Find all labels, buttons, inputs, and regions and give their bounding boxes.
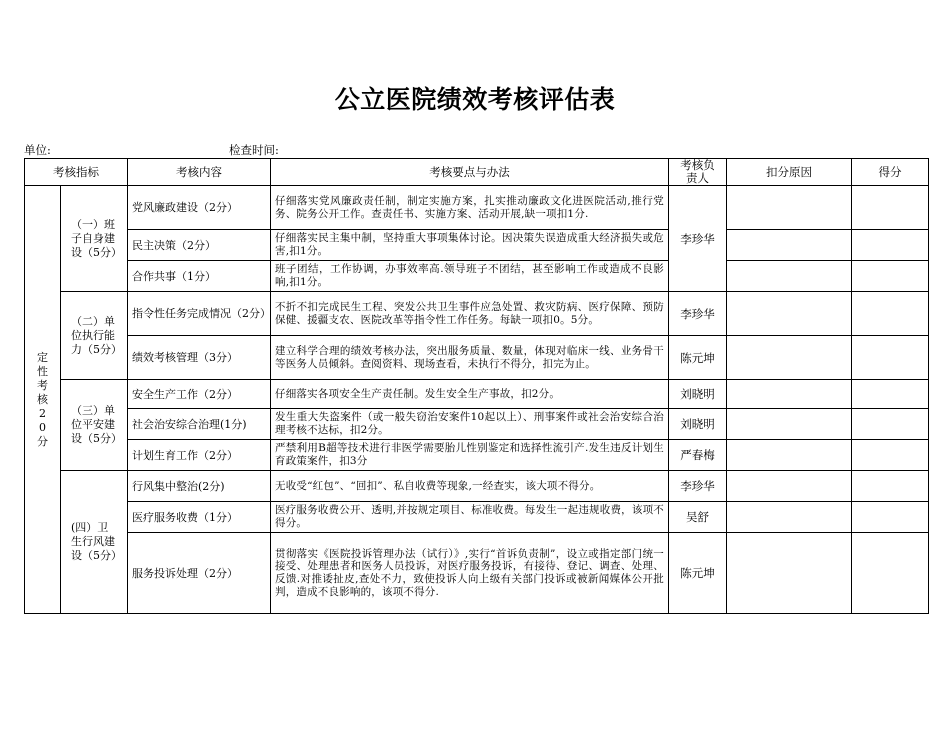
header-indicator: 考核指标 [25,159,128,186]
owner-cell: 陈元坤 [669,336,727,380]
table-row [25,471,929,502]
method-cell: 贯彻落实《医院投诉管理办法（试行）》,实行“首诉负责制”，设立或指定部门统一接受、处理患者和医务人员投诉，对医疗服务投诉，有接待、登记、调查、处理、反馈.对推诿扯皮,查处不力，致使投诉人向上级有关部门投诉或被新闻媒体公开批判，造成不良影响的，该项不得分. [271,533,669,614]
table-row [25,533,929,614]
content-cell: 社会治安综合治理(1分) [128,409,271,440]
owner-cell: 李珍华 [669,186,727,292]
table-row [25,336,929,380]
deduct-reason-cell[interactable] [727,186,852,230]
method-cell: 仔细落实党风廉政责任制，制定实施方案，扎实推动廉政文化进医院活动,推行党务、院务公开工作。查责任书、实施方案、活动开展,缺一项扣1分. [271,186,669,230]
header-row [25,159,929,186]
content-cell: 绩效考核管理（3分） [128,336,271,380]
deduct-reason-cell[interactable] [727,409,852,440]
category-cell [25,186,61,614]
score-cell[interactable] [852,380,929,409]
method-cell: 严禁利用B超等技术进行非医学需要胎儿性别鉴定和选择性流引产.发生违反计划生育政策案件，扣3分 [271,440,669,471]
content-cell: 服务投诉处理（2分） [128,533,271,614]
score-cell[interactable] [852,471,929,502]
deduct-reason-cell[interactable] [727,336,852,380]
group-cell [61,471,128,614]
deduct-reason-cell[interactable] [727,502,852,533]
group-cell [61,292,128,380]
score-cell[interactable] [852,502,929,533]
owner-cell: 李珍华 [669,471,727,502]
table-row [25,380,929,409]
method-cell: 发生重大失盗案件（或一般失窃治安案件10起以上）、刑事案件或社会治安综合治理考核不达标，扣2分。 [271,409,669,440]
group-cell [61,380,128,471]
table-row [25,186,929,230]
method-cell: 无收受“红包”、“回扣”、私自收费等现象,一经查实，该大项不得分。 [271,471,669,502]
method-cell: 班子团结，工作协调，办事效率高.领导班子不团结，甚至影响工作或造成不良影响,扣1分。 [271,261,669,292]
group-cell [61,186,128,292]
table-row [25,292,929,336]
content-cell: 指令性任务完成情况（2分） [128,292,271,336]
header-score: 得分 [852,159,929,186]
owner-cell: 吴舒 [669,502,727,533]
deduct-reason-cell[interactable] [727,261,852,292]
content-cell: 计划生育工作（2分） [128,440,271,471]
score-cell[interactable] [852,230,929,261]
table-row [25,261,929,292]
category-label: 定性考核20分 [37,350,48,448]
score-cell[interactable] [852,409,929,440]
content-cell: 党风廉政建设（2分） [128,186,271,230]
score-cell[interactable] [852,292,929,336]
header-content: 考核内容 [128,159,271,186]
deduct-reason-cell[interactable] [727,440,852,471]
header-owner: 考核负责人 [669,159,727,186]
owner-cell: 刘晓明 [669,409,727,440]
deduct-reason-cell[interactable] [727,533,852,614]
page-title: 公立医院绩效考核评估表 [334,85,616,114]
table-row [25,440,929,471]
content-cell: 合作共事（1分） [128,261,271,292]
deduct-reason-cell[interactable] [727,471,852,502]
owner-cell: 刘晓明 [669,380,727,409]
deduct-reason-cell[interactable] [727,380,852,409]
inspection-date-label: 检查时间: [229,143,279,157]
table-row [25,409,929,440]
owner-cell: 李珍华 [669,292,727,336]
group-label: （二）单位执行能力（5分） [71,314,122,356]
deduct-reason-cell[interactable] [727,230,852,261]
table-row [25,502,929,533]
header-method: 考核要点与办法 [271,159,669,186]
score-cell[interactable] [852,533,929,614]
content-cell: 安全生产工作（2分） [128,380,271,409]
evaluation-table [24,158,929,614]
method-cell: 不折不扣完成民生工程、突发公共卫生事件应急处置、救灾防病、医疗保障、预防保健、援疆支农、医院改革等指令性工作任务。每缺一项扣0。5分。 [271,292,669,336]
content-cell: 行风集中整治(2分) [128,471,271,502]
method-cell: 医疗服务收费公开、透明,并按规定项目、标准收费。每发生一起违规收费，该项不得分。 [271,502,669,533]
group-label: (四）卫生行风建设（5分） [71,521,122,562]
meta-line [24,142,924,156]
group-label: （一）班子自身建设（5分） [71,217,122,259]
score-cell[interactable] [852,186,929,230]
method-cell: 建立科学合理的绩效考核办法，突出服务质量、数量，体现对临床一线、业务骨干等医务人员倾斜。查阅资料、现场查看，未执行不得分，扣完为止。 [271,336,669,380]
content-cell: 民主决策（2分） [128,230,271,261]
group-label: （三）单位平安建设（5分） [71,404,122,445]
score-cell[interactable] [852,336,929,380]
deduct-reason-cell[interactable] [727,292,852,336]
score-cell[interactable] [852,261,929,292]
content-cell: 医疗服务收费（1分） [128,502,271,533]
method-cell: 仔细落实民主集中制，坚持重大事项集体讨论。因决策失误造成重大经济损失或危害,扣1分。 [271,230,669,261]
method-cell: 仔细落实各项安全生产责任制。发生安全生产事故，扣2分。 [271,380,669,409]
header-deduct-reason: 扣分原因 [727,159,852,186]
owner-cell: 严春梅 [669,440,727,471]
owner-cell: 陈元坤 [669,533,727,614]
unit-label: 单位: [24,143,51,157]
score-cell[interactable] [852,440,929,471]
table-row [25,230,929,261]
